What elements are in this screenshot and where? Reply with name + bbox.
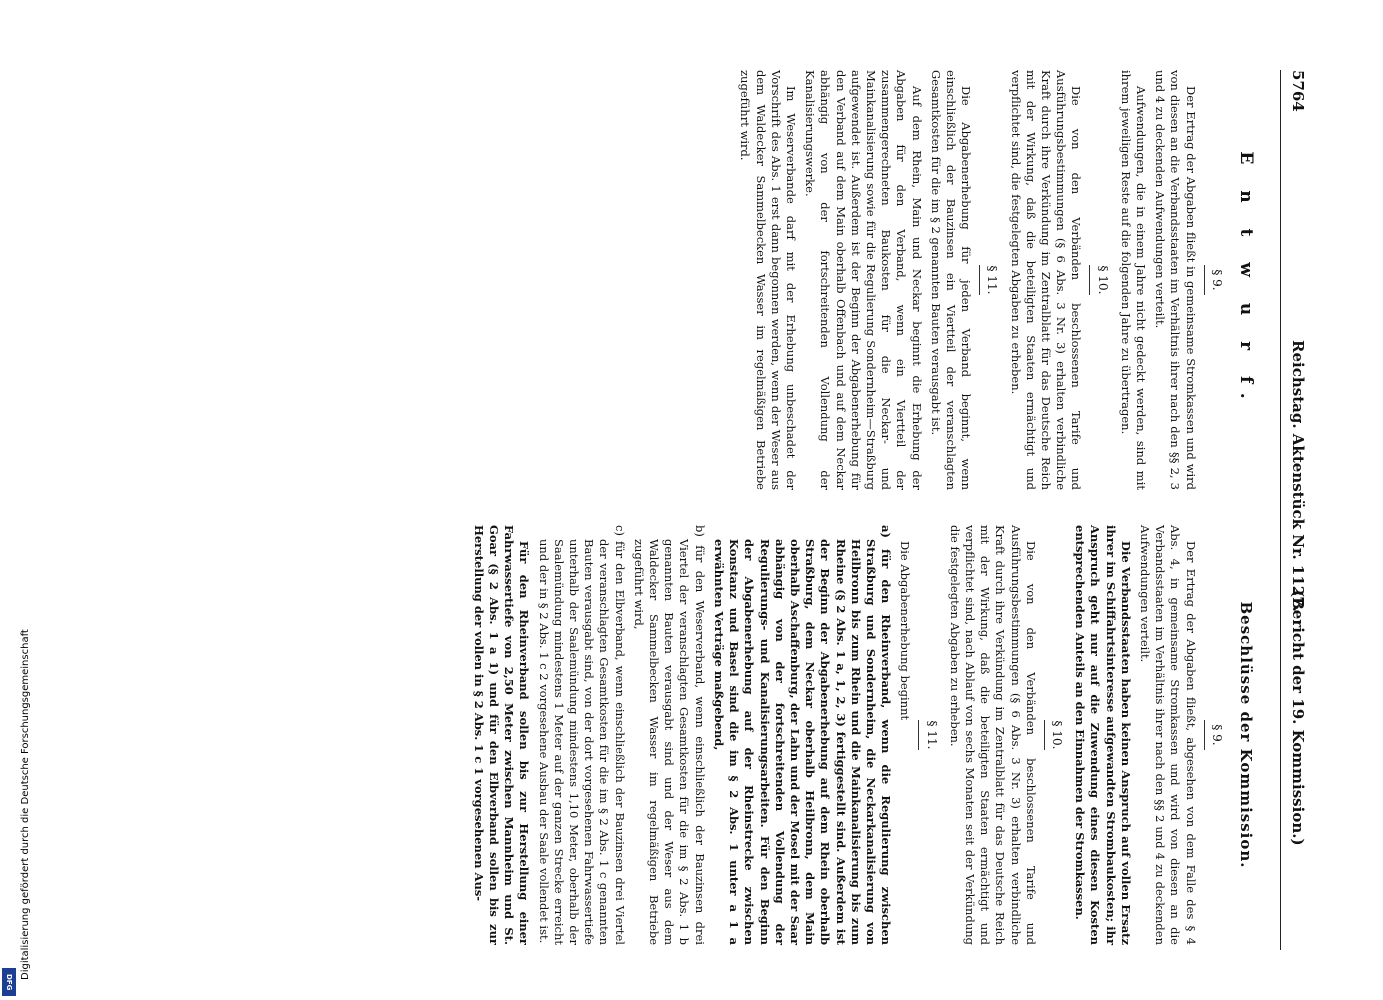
- list-item: c) für den Elbverband, wenn einschließlich der Bauzinsen drei Viertel der veranschlagten Gesamtkosten für die im § 2 Abs. 1 c genannten Bauten verausgabt sind, von der dort vorgesehenen Fahrwassertiefe unterhalb der Saalemündung mindestens 1,10 Meter, oberhalb der Saalemündung mindestens 1 Meter auf der ganzen Strecke erreicht und der in § 2 Abs. 1 c 2 vorgesehene Ausbau der Saale vollendet ist.: [536, 525, 627, 945]
- paragraph-intro: Die Abgabenerhebung beginnt: [898, 541, 913, 721]
- draft-column: [733, 70, 1271, 490]
- credit-text: Digitalisierung gefördert durch die Deutsche Forschungsgemeinschaft: [20, 629, 31, 980]
- list-item: b) für den Weserverband, wenn einschließlich der Bauzinsen drei Viertel der veranschlagten Gesamtkosten für die im § 2 Abs. 1 b genannten Bauten verausgabt sind und der Weser aus dem Waldecker Sammelbecken Wasser im regelmäßigen Betriebe zugeführt wird,: [631, 525, 707, 945]
- draft-title: E n t w u r f.: [1236, 151, 1256, 409]
- page-number: 5764: [1289, 70, 1307, 112]
- paragraph: Die von den Verbänden beschlossenen Tarife und Ausführungsbestimmungen (§ 6 Abs. 3 Nr. 3) erhalten verbindliche Kraft durch ihre Verkündung im Zentralblatt für das Deutsche Reich mit der Wirkung, daß die beteiligten Staaten ermächtigt und verpflichtet sind, die festgelegten Abgaben zu erheben.: [1008, 70, 1084, 490]
- section-heading: § 9.: [1209, 269, 1224, 291]
- section-rule: [1089, 265, 1090, 295]
- section-heading: § 9.: [1209, 724, 1224, 746]
- report-title: (Bericht der 19. Kommission.): [1289, 590, 1307, 846]
- dfg-logo-icon: DFG: [2, 968, 16, 996]
- section-heading: § 11.: [985, 265, 1000, 295]
- paragraph: Im Weserverbande darf mit der Erhebung unbeschadet der Vorschrift des Abs. 1 erst dann begonnen werden, wenn der Weser aus dem Waldecker Sammelbecken Wasser im regelmäßigen Betriebe zugeführt wird.: [738, 70, 798, 490]
- section-rule: [918, 720, 919, 750]
- paragraph-bold: Für den Rheinverband sollen bis zur Herstellung einer Fahrwassertiefe von 2,50 Meter zwischen Mannheim und St. Goar (§ 2 Abs. 1 a 1) und für den Elbverband sollen bis zur Herstellung der vollen in § 2 Abs. 1 c 1 vorgesehenen Aus-: [471, 525, 532, 945]
- commission-column: [467, 525, 1271, 945]
- digitization-credit: [0, 0, 31, 1000]
- list-item: a) für den Rheinverband, wenn die Regulierung zwischen Straßburg und Sondernheim, die Neckarkanalisierung von Heilbronn bis zum Rhein und die Mainkanalisierung bis zum Rheine (§ 2 Abs. 1 a, 1, 2, 3) fertiggestellt sind. Außerdem ist der Beginn der Abgabenerhebung auf dem Rhein oberhalb Straßburg, dem Neckar oberhalb Heilbronn, dem Main oberhalb Aschaffenburg, der Lahn und der Mosel mit der Saar abhängig von der fortschreitenden Vollendung der Regulierungs- und Kanalisierungsarbeiten. Für den Beginn der Abgabenerhebung auf der Rheinstrecke zwischen Konstanz und Basel sind die im § 2 Abs. 1 unter a 1 a erwähnten Verträge maßgebend,: [711, 525, 894, 945]
- commission-title: Beschlüsse der Kommission.: [1237, 601, 1255, 869]
- section-rule: [1204, 265, 1205, 295]
- section-heading: § 10.: [1049, 720, 1064, 750]
- paragraph: Der Ertrag der Abgaben fließt, abgesehen von dem Falle des § 4 Abs. 4, in gemeinsame Stromkassen und wird von diesen an die Verbandsstaaten im Verhältnis ihrer nach den §§ 2 und 4 zu deckenden Aufwendungen verteilt.: [1137, 525, 1198, 945]
- header-rule: [1280, 70, 1281, 950]
- publication-title: [1289, 340, 1307, 612]
- document-number: Aktenstück Nr. 1127.: [1289, 433, 1307, 612]
- section-heading: § 10.: [1095, 265, 1110, 295]
- running-header: [1283, 70, 1307, 950]
- section-rule: [1204, 720, 1205, 750]
- paragraph: Die Abgabenerhebung für jeden Verband beginnt, wenn einschließlich der Bauzinsen ein Viertteil der veranschlagten Gesamtkosten für die im § 2 genannten Bauten verausgabt ist.: [928, 70, 974, 490]
- section-heading: § 11.: [924, 720, 939, 750]
- paragraph: Auf dem Rhein, Main und Neckar beginnt die Erhebung der Abgaben für den Verband, wenn ein Viertteil der zusammengerechneten Baukosten für die Neckar- und Mainkanalisierung sowie für die Regulierung Sondernheim—Straßburg aufgewendet ist. Außerdem ist der Beginn der Abgabenerhebung für den Verband auf dem Main oberhalb Offenbach und auf dem Neckar abhängig von der fortschreitenden Vollendung der Kanalisierungswerke.: [803, 70, 924, 490]
- paragraph: Die von den Verbänden beschlossenen Tarife und Ausführungsbestimmungen (§ 6 Abs. 3 Nr. 3) erhalten verbindliche Kraft durch ihre Verkündung im Zentralblatt für das Deutsche Reich mit der Wirkung, daß die beteiligten Staaten ermächtigt und verpflichtet sind, nach Ablauf von sechs Monaten seit der Verkündung die festgelegten Abgaben zu erheben.: [947, 525, 1038, 945]
- section-rule: [979, 265, 980, 295]
- paragraph-bold: Die Verbandsstaaten haben keinen Anspruch auf vollen Ersatz ihrer im Schiffahrtsinteresse aufgewandten Strombaukosten; ihr Anspruch geht nur auf die Zuwendung eines diesen Kosten entsprechenden Anteils an den Einnahmen der Stromkassen.: [1073, 525, 1133, 945]
- section-rule: [1044, 720, 1045, 750]
- publication-name: Reichstag.: [1289, 340, 1307, 429]
- paragraph: Der Ertrag der Abgaben fließt in gemeinsame Stromkassen und wird von diesen an die Verbandsstaaten im Verhältnis ihrer nach den §§ 2, 3 und 4 zu deckenden Aufwendungen verteilt.: [1153, 70, 1198, 490]
- paragraph: Aufwendungen, die in einem Jahre nicht gedeckt werden, sind mit ihrem jeweiligen Reste auf die folgenden Jahre zu übertragen.: [1118, 70, 1148, 490]
